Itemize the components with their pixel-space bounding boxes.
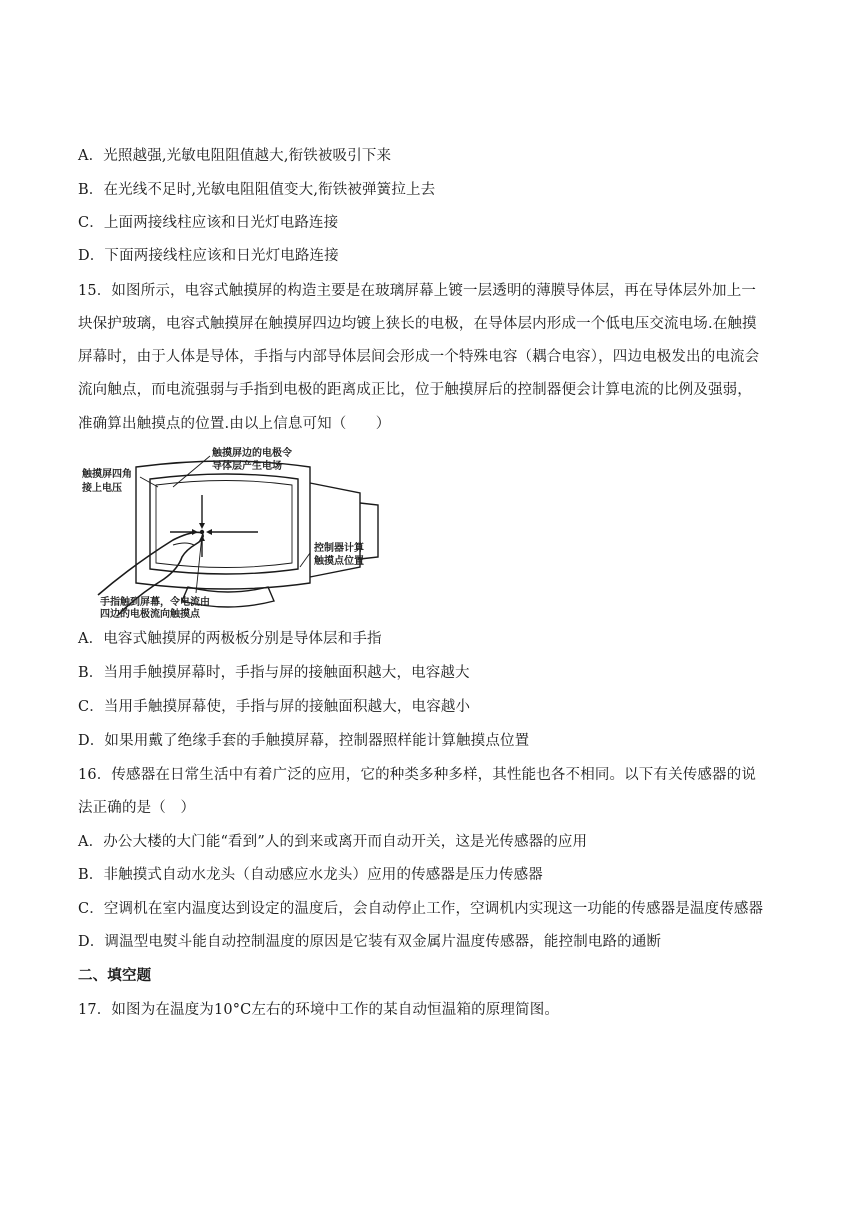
- label-corner-voltage-1: 触摸屏四角: [82, 469, 132, 480]
- q14-option-b: B．在光线不足时,光敏电阻阻值变大,衔铁被弹簧拉上去: [78, 182, 436, 198]
- q15-stem-line-3: 屏幕时，由于人体是导体，手指与内部导体层间会形成一个特殊电容（耦合电容），四边电极发出的电流会: [78, 349, 760, 365]
- label-edge-electrode-2: 导体层产生电场: [212, 461, 282, 472]
- q14-option-d: D．下面两接线柱应该和日光灯电路连接: [78, 248, 339, 264]
- label-corner-voltage-2: 接上电压: [82, 483, 122, 494]
- q15-option-c: C．当用手触摸屏幕使，手指与屏的接触面积越大，电容越小: [78, 699, 471, 715]
- touchscreen-diagram: [78, 445, 408, 620]
- label-edge-electrode-1: 触摸屏边的电极令: [212, 448, 292, 459]
- q15-stem-line-5: 准确算出触摸点的位置.由以上信息可知（ ）: [78, 416, 391, 432]
- q16-option-a: A．办公大楼的大门能“看到”人的到来或离开而自动开关，这是光传感器的应用: [78, 834, 588, 850]
- q15-option-b: B．当用手触摸屏幕时，手指与屏的接触面积越大，电容越大: [78, 665, 470, 681]
- q14-option-a: A．光照越强,光敏电阻阻值越大,衔铁被吸引下来: [78, 148, 392, 164]
- label-controller-2: 触摸点位置: [314, 556, 364, 567]
- q16-stem-line-2: 法正确的是（ ）: [78, 800, 196, 816]
- q15-stem-line-1: 15．如图所示，电容式触摸屏的构造主要是在玻璃屏幕上镀一层透明的薄膜导体层，再在导体层外加上一: [78, 283, 756, 299]
- q15-option-a: A．电容式触摸屏的两极板分别是导体层和手指: [78, 631, 382, 647]
- q16-stem-line-1: 16．传感器在日常生活中有着广泛的应用，它的种类多种多样，其性能也各不相同。以下有关传感器的说: [78, 767, 756, 783]
- q17-stem: 17．如图为在温度为10°C左右的环境中工作的某自动恒温箱的原理简图。: [78, 1002, 559, 1018]
- section-heading-fill-blank: 二、填空题: [78, 968, 152, 984]
- q16-option-c: C．空调机在室内温度达到设定的温度后，会自动停止工作，空调机内实现这一功能的传感器是温度传感器: [78, 901, 764, 917]
- q16-option-b: B．非触摸式自动水龙头（自动感应水龙头）应用的传感器是压力传感器: [78, 867, 543, 883]
- touchscreen-figure: [78, 445, 408, 620]
- label-finger-2: 四边的电极流向触摸点: [100, 609, 200, 620]
- q15-stem-line-2: 块保护玻璃，电容式触摸屏在触摸屏四边均镀上狭长的电极，在导体层内形成一个低电压交流电场.在触摸: [78, 316, 757, 332]
- q15-stem-line-4: 流向触点，而电流强弱与手指到电极的距离成正比，位于触摸屏后的控制器便会计算电流的比例及强弱，: [78, 382, 752, 398]
- label-finger-1: 手指触到屏幕，令电流由: [100, 597, 210, 608]
- q16-option-d: D．调温型电熨斗能自动控制温度的原因是它装有双金属片温度传感器，能控制电路的通断: [78, 934, 662, 950]
- q14-option-c: C．上面两接线柱应该和日光灯电路连接: [78, 215, 339, 231]
- label-controller-1: 控制器计算: [314, 543, 364, 554]
- q15-option-d: D．如果用戴了绝缘手套的手触摸屏幕，控制器照样能计算触摸点位置: [78, 733, 530, 749]
